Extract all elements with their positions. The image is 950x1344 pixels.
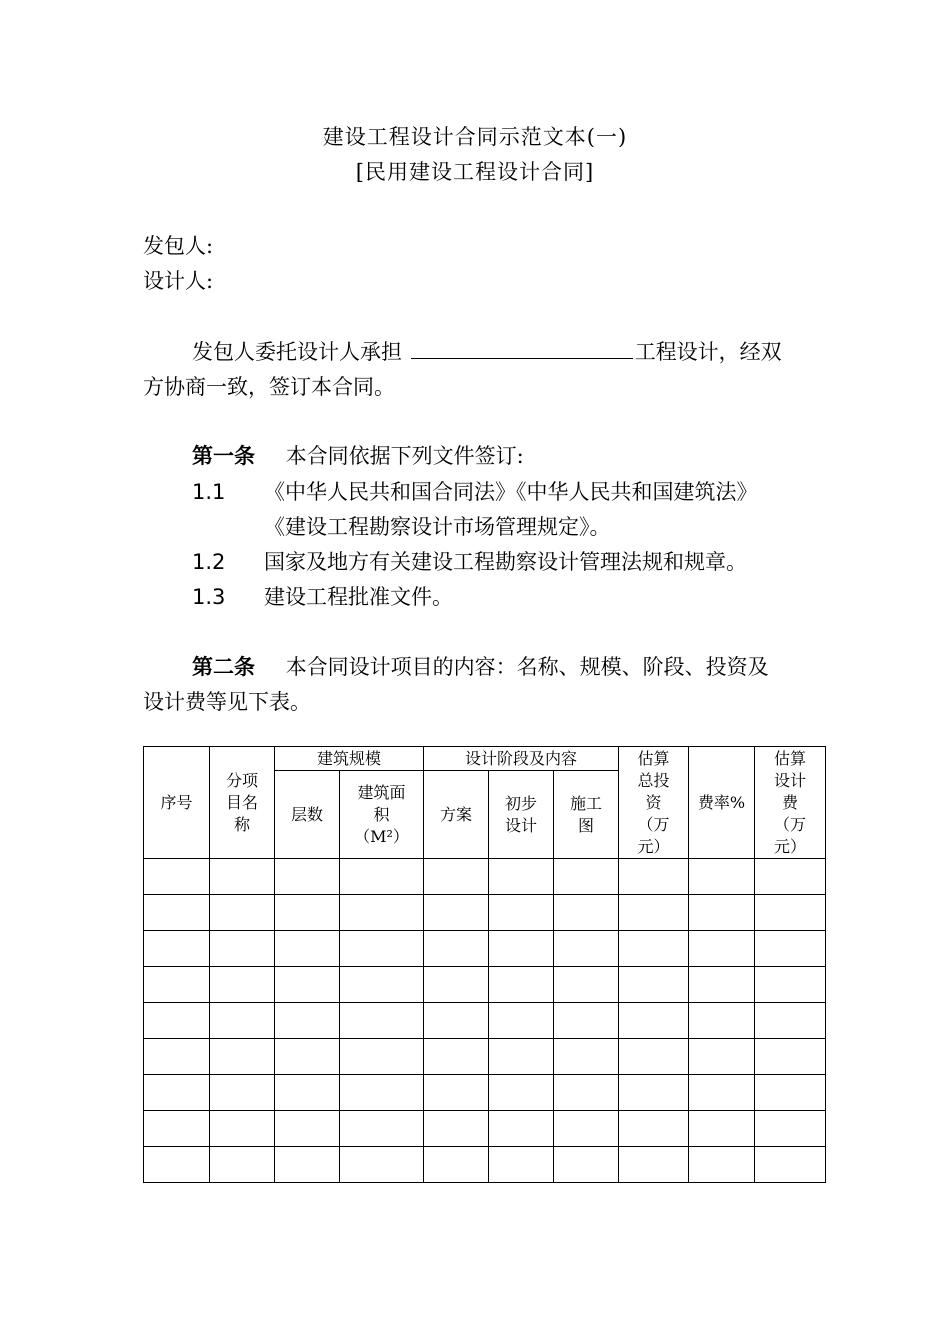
table-cell[interactable] (210, 895, 275, 931)
item-number: 1.2 (192, 550, 226, 574)
item-number: 1.1 (192, 480, 226, 504)
header-item-name: 分项 目名 称 (210, 747, 275, 859)
table-cell[interactable] (619, 895, 689, 931)
table-cell[interactable] (275, 931, 340, 967)
table-cell[interactable] (619, 931, 689, 967)
table-cell[interactable] (424, 859, 489, 895)
table-cell[interactable] (489, 1147, 554, 1183)
table-cell[interactable] (489, 1003, 554, 1039)
table-cell[interactable] (554, 895, 619, 931)
table-cell[interactable] (689, 1039, 755, 1075)
table-cell[interactable] (619, 1075, 689, 1111)
table-cell[interactable] (424, 895, 489, 931)
table-row (144, 1039, 826, 1075)
table-cell[interactable] (144, 967, 210, 1003)
intro-text-part2: 工程设计，经双 (634, 340, 782, 364)
table-cell[interactable] (755, 895, 826, 931)
table-cell[interactable] (424, 1003, 489, 1039)
table-cell[interactable] (340, 1003, 424, 1039)
table-cell[interactable] (144, 1147, 210, 1183)
header-fee-rate: 费率% (689, 747, 755, 859)
item-number: 1.3 (192, 585, 226, 609)
table-row (144, 1075, 826, 1111)
table-cell[interactable] (424, 967, 489, 1003)
table-row (144, 1003, 826, 1039)
table-cell[interactable] (619, 1039, 689, 1075)
table-cell[interactable] (489, 931, 554, 967)
article1-item-1-cont: 《建设工程勘察设计市场管理规定》。 (264, 515, 611, 539)
table-cell[interactable] (489, 1039, 554, 1075)
table-cell[interactable] (554, 931, 619, 967)
table-cell[interactable] (275, 895, 340, 931)
table-cell[interactable] (755, 1039, 826, 1075)
table-cell[interactable] (275, 1003, 340, 1039)
table-cell[interactable] (275, 1039, 340, 1075)
table-cell[interactable] (489, 967, 554, 1003)
item-text: 建设工程批准文件。 (264, 585, 453, 609)
table-cell[interactable] (689, 1075, 755, 1111)
table-cell[interactable] (275, 1147, 340, 1183)
table-cell[interactable] (554, 859, 619, 895)
table-cell[interactable] (424, 931, 489, 967)
table-cell[interactable] (424, 1147, 489, 1183)
table-cell[interactable] (489, 895, 554, 931)
table-row (144, 859, 826, 895)
header-area: 建筑面 积 （M²） (340, 771, 424, 859)
article1-item-3 (192, 581, 453, 611)
project-name-blank[interactable] (411, 338, 633, 359)
table-cell[interactable] (755, 931, 826, 967)
header-seq: 序号 (144, 747, 210, 859)
intro-line-1 (192, 336, 782, 366)
table-cell[interactable] (424, 1111, 489, 1147)
table-cell[interactable] (689, 1147, 755, 1183)
table-cell[interactable] (340, 1039, 424, 1075)
table-cell[interactable] (755, 967, 826, 1003)
table-cell[interactable] (275, 967, 340, 1003)
table-cell[interactable] (619, 967, 689, 1003)
table-cell[interactable] (340, 931, 424, 967)
table-cell[interactable] (489, 1111, 554, 1147)
table-row (144, 1111, 826, 1147)
article1-item-1 (192, 476, 758, 506)
table-cell[interactable] (340, 1075, 424, 1111)
table-cell[interactable] (275, 859, 340, 895)
table-cell[interactable] (554, 1075, 619, 1111)
table-cell[interactable] (210, 859, 275, 895)
table-cell[interactable] (689, 895, 755, 931)
header-design-fee: 估算 设计 费 （万 元） (755, 747, 826, 859)
table-cell[interactable] (689, 1003, 755, 1039)
table-row (144, 931, 826, 967)
table-cell[interactable] (424, 1039, 489, 1075)
table-cell[interactable] (755, 1111, 826, 1147)
item-text: 国家及地方有关建设工程勘察设计管理法规和规章。 (264, 550, 747, 574)
table-cell[interactable] (755, 1003, 826, 1039)
table-cell[interactable] (210, 1039, 275, 1075)
table-cell[interactable] (755, 1075, 826, 1111)
header-building-scale: 建筑规模 (275, 747, 424, 771)
document-title: 建设工程设计合同示范文本(一) (322, 125, 628, 149)
table-cell[interactable] (340, 1111, 424, 1147)
table-cell[interactable] (144, 895, 210, 931)
table-cell[interactable] (689, 931, 755, 967)
table-cell[interactable] (689, 967, 755, 1003)
table-cell[interactable] (210, 1003, 275, 1039)
table-cell[interactable] (210, 967, 275, 1003)
article1-line (192, 440, 524, 470)
table-cell[interactable] (340, 1147, 424, 1183)
table-cell[interactable] (144, 1111, 210, 1147)
designer-label: 设计人: (143, 269, 214, 293)
article2-line (192, 651, 769, 681)
table-cell[interactable] (144, 1039, 210, 1075)
article2-heading: 第二条 (192, 655, 255, 679)
table-cell[interactable] (619, 1147, 689, 1183)
table-cell[interactable] (210, 1111, 275, 1147)
header-construction: 施工 图 (554, 771, 619, 859)
table-cell[interactable] (340, 967, 424, 1003)
table-cell[interactable] (554, 1039, 619, 1075)
table-body (144, 859, 826, 1183)
table-cell[interactable] (489, 1075, 554, 1111)
table-cell[interactable] (554, 1003, 619, 1039)
header-floors: 层数 (275, 771, 340, 859)
document-subtitle: [民用建设工程设计合同] (355, 160, 595, 184)
article2-line-2: 设计费等见下表。 (143, 690, 311, 714)
table-cell[interactable] (554, 967, 619, 1003)
table-cell[interactable] (210, 931, 275, 967)
article1-heading: 第一条 (192, 444, 255, 468)
table-cell[interactable] (144, 931, 210, 967)
table-cell[interactable] (144, 1003, 210, 1039)
table-cell[interactable] (424, 1075, 489, 1111)
table-cell[interactable] (340, 895, 424, 931)
table-cell[interactable] (275, 1075, 340, 1111)
intro-line-2: 方协商一致，签订本合同。 (143, 375, 395, 399)
header-design-stage: 设计阶段及内容 (424, 747, 619, 771)
header-preliminary: 初步 设计 (489, 771, 554, 859)
header-total-investment: 估算 总投 资 （万 元） (619, 747, 689, 859)
table-cell[interactable] (689, 1111, 755, 1147)
table-row (144, 967, 826, 1003)
table-cell[interactable] (619, 1111, 689, 1147)
table-cell[interactable] (489, 859, 554, 895)
table-cell[interactable] (275, 1111, 340, 1147)
table-cell[interactable] (755, 859, 826, 895)
intro-text-part1: 发包人委托设计人承担 (192, 340, 402, 364)
table-cell[interactable] (144, 859, 210, 895)
project-table (143, 746, 826, 1183)
table-row (144, 1147, 826, 1183)
table-row (144, 895, 826, 931)
table-cell[interactable] (210, 1075, 275, 1111)
table-cell[interactable] (340, 859, 424, 895)
table-cell[interactable] (689, 859, 755, 895)
table-cell[interactable] (210, 1147, 275, 1183)
table-cell[interactable] (144, 1075, 210, 1111)
article1-text: 本合同依据下列文件签订: (285, 444, 524, 468)
header-scheme: 方案 (424, 771, 489, 859)
article1-item-2 (192, 546, 747, 576)
table-cell[interactable] (619, 859, 689, 895)
employer-label: 发包人: (143, 234, 214, 258)
table-cell[interactable] (755, 1147, 826, 1183)
table-cell[interactable] (619, 1003, 689, 1039)
article2-text: 本合同设计项目的内容：名称、规模、阶段、投资及 (285, 655, 769, 679)
table-cell[interactable] (554, 1111, 619, 1147)
table-cell[interactable] (554, 1147, 619, 1183)
item-text: 《中华人民共和国合同法》《中华人民共和国建筑法》 (264, 480, 758, 504)
